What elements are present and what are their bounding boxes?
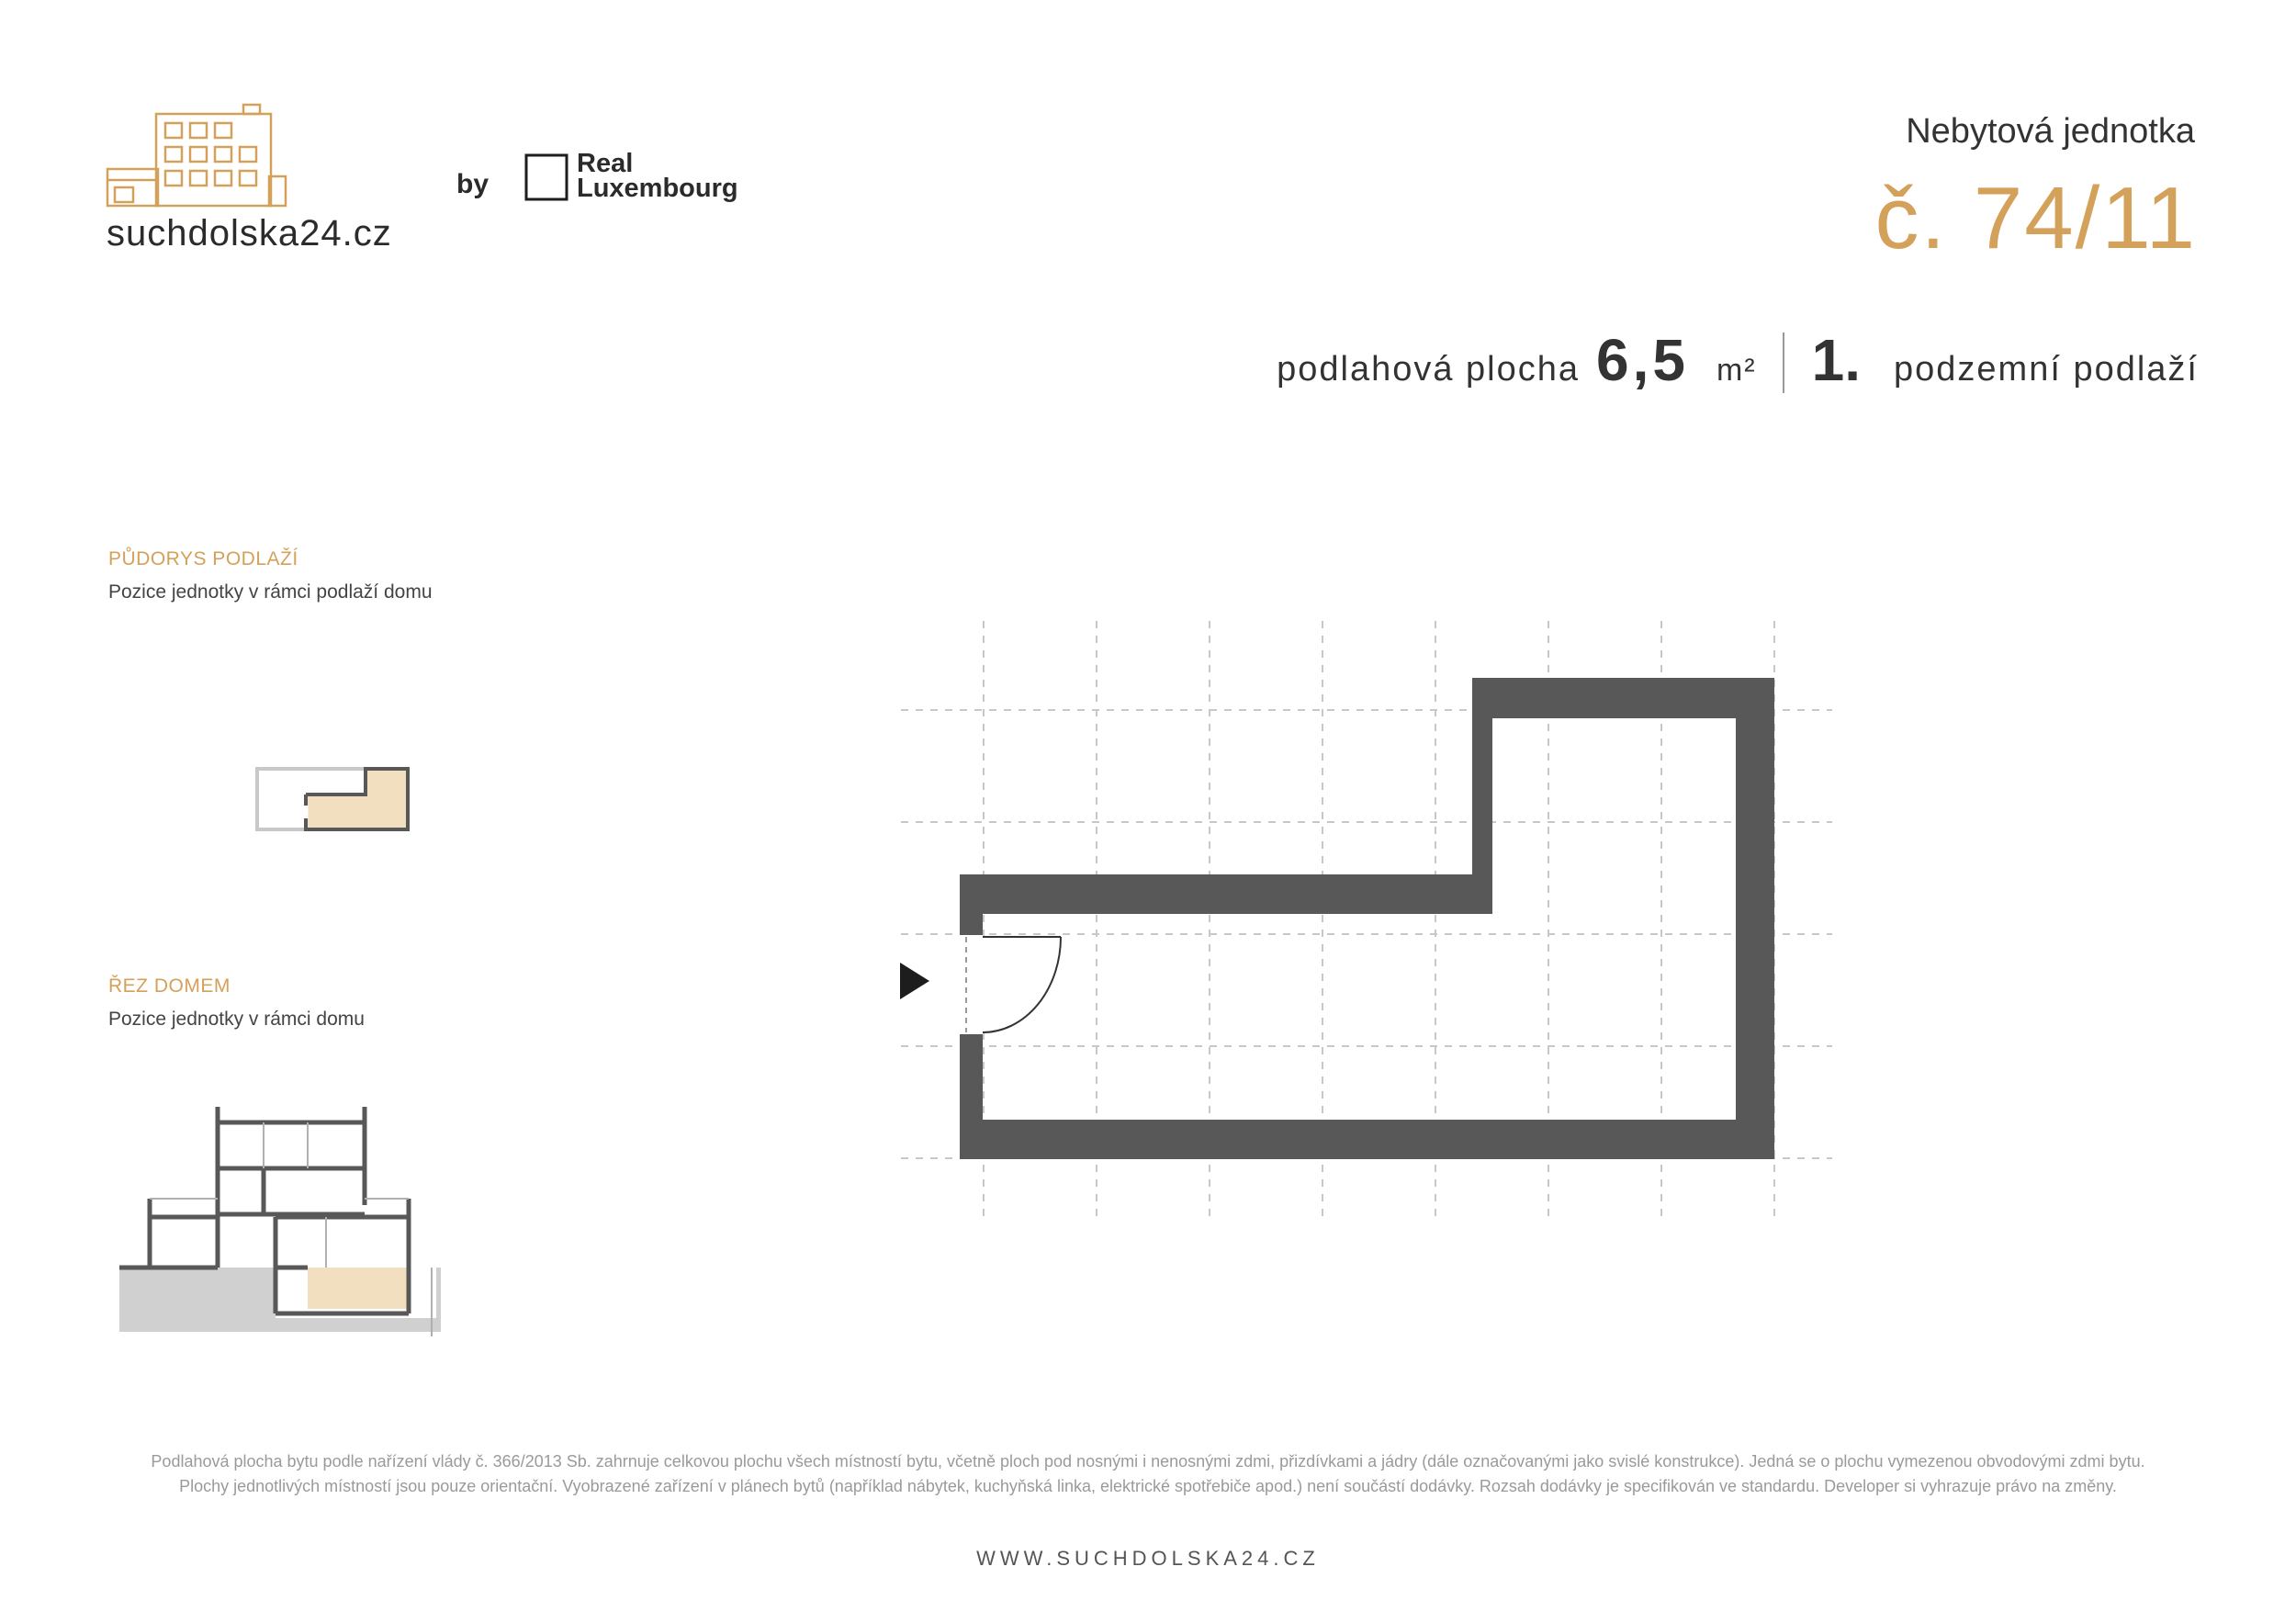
partner-name-line2: Luxembourg: [577, 174, 738, 203]
legal-disclaimer: Podlahová plocha bytu podle nařízení vlády č. 366/2013 Sb. zahrnuje celkovou plochu všech místností bytu, včetně ploch pod nosnými i nenosnými zdmi, přizdívkami a jádry (dále označovanými jako svislé konstrukce). Jedná se o plochu vymezenou obvodovými zdmi bytu. Plochy jednotlivých místností jsou pouze orientační. Vyobrazené zařízení v plánech bytů (například nábytek, kuchyňská linka, elektrické spotřebiče apod.) není součástí dodávky. Rozsah dodávky je specifikován ve standardu. Developer si vyhrazuje právo na změny.: [151, 1452, 2145, 1495]
unit-number: č. 74/11: [1874, 169, 2197, 267]
suchdolska-building-logo: [106, 103, 289, 213]
area-summary: [1277, 326, 2199, 400]
area-unit: m²: [1716, 353, 1757, 388]
partner-name: [577, 149, 738, 203]
section-position-title: ŘEZ DOMEM: [108, 975, 231, 997]
summary-divider: [1783, 332, 1784, 393]
unit-type: Nebytová jednotka: [1906, 112, 2195, 151]
area-value: 6,5: [1596, 327, 1689, 393]
floor-plan-walls: [960, 678, 1774, 1159]
website-link[interactable]: WWW.SUCHDOLSKA24.CZ: [976, 1547, 1320, 1570]
building-section-thumbnail: [115, 1102, 445, 1336]
area-label: podlahová plocha: [1277, 350, 1581, 389]
by-label: by: [456, 169, 490, 199]
floor-position-thumbnail: [255, 767, 411, 833]
floor-position-subtitle: Pozice jednotky v rámci podlaží domu: [108, 581, 433, 603]
brand-domain: suchdolska24.cz: [107, 213, 392, 254]
door-swing: [966, 937, 1061, 1032]
partner-name-line1: Real: [577, 149, 634, 178]
floor-number: 1.: [1811, 327, 1862, 393]
floor-plan: [895, 615, 1851, 1231]
entrance-arrow-icon: [900, 963, 929, 999]
section-position-subtitle: Pozice jednotky v rámci domu: [108, 1009, 365, 1030]
real-luxembourg-logo-icon: [524, 153, 568, 201]
floor-label: podzemní podlaží: [1894, 350, 2199, 389]
floor-position-title: PŮDORYS PODLAŽÍ: [108, 548, 298, 569]
